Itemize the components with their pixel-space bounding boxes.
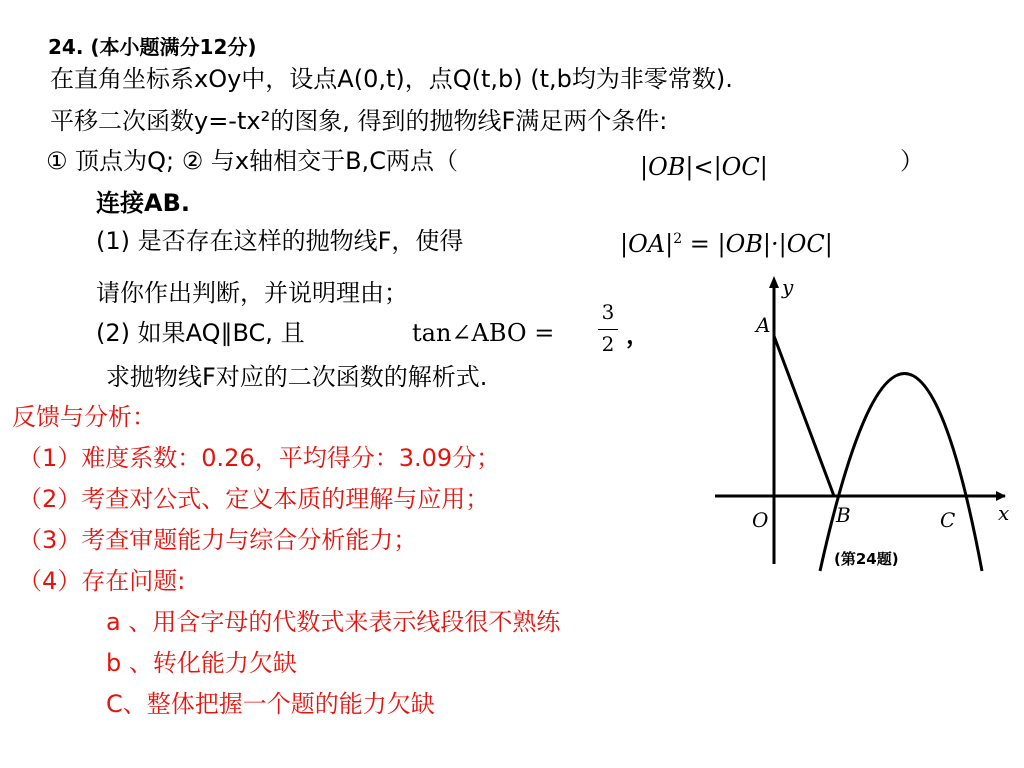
label-a: A xyxy=(756,313,771,337)
label-b: B xyxy=(836,503,851,527)
question-2-comma: ， xyxy=(626,321,650,349)
label-x: x xyxy=(998,501,1010,525)
problem-score-note: (本小题满分12分) xyxy=(90,35,257,59)
label-o: O xyxy=(752,508,769,532)
parabola-figure xyxy=(700,272,1020,572)
problem-number: 24. xyxy=(48,35,84,59)
fraction-bar xyxy=(598,329,618,330)
problem-line-1: 在直角坐标系xOy中，设点A(0,t)，点Q(t,b) (t,b均为非零常数). xyxy=(50,65,733,93)
problem-line-4: 连接AB. xyxy=(96,189,190,217)
feedback-item-3: （3）考查审题能力与综合分析能力； xyxy=(18,526,418,554)
problem-line-3 xyxy=(46,146,458,176)
label-y: y xyxy=(782,275,794,299)
question-1-formula xyxy=(620,224,833,259)
segment-ab xyxy=(774,336,834,496)
y-axis-arrow xyxy=(769,276,779,288)
feedback-title: 反馈与分析： xyxy=(12,403,156,431)
issue-b: b 、转化能力欠缺 xyxy=(106,649,297,677)
question-2-tan: tan∠ABO = xyxy=(412,319,555,347)
problem-line-2: 平移二次函数y=-tx²的图象, 得到的抛物线F满足两个条件: xyxy=(50,107,668,135)
issue-a: a 、用含字母的代数式来表示线段很不熟练 xyxy=(106,608,561,636)
figure-caption: (第24题) xyxy=(834,550,899,568)
question-2-prefix: (2) 如果AQ∥BC, 且 xyxy=(96,319,305,347)
feedback-item-4: （4）存在问题: xyxy=(18,567,186,595)
x-axis-arrow xyxy=(996,491,1006,501)
issue-c: C、整体把握一个题的能力欠缺 xyxy=(106,690,435,718)
formula-oa: |OA| xyxy=(620,230,674,258)
question-1-line-2: 请你作出判断，并说明理由； xyxy=(96,279,408,307)
problem-header xyxy=(48,32,257,62)
parabola-curve xyxy=(820,374,982,572)
question-2-line-2: 求抛物线F对应的二次函数的解析式. xyxy=(106,363,488,391)
question-1-prefix: (1) 是否存在这样的抛物线F，使得 xyxy=(96,227,464,255)
fraction-denominator: 2 xyxy=(601,332,615,356)
label-c: C xyxy=(940,508,956,532)
feedback-item-2: （2）考查对公式、定义本质的理解与应用； xyxy=(18,485,490,513)
formula-product: = |OB|·|OC| xyxy=(689,230,833,258)
problem-line-3-close: ） xyxy=(900,147,924,175)
feedback-item-1: （1）难度系数：0.26，平均得分：3.09分； xyxy=(18,444,501,472)
condition-formula: |OB|<|OC| xyxy=(640,153,768,181)
problem-line-3-text: ① 顶点为Q; ② 与x轴相交于B,C两点（ xyxy=(46,147,458,175)
fraction-numerator: 3 xyxy=(601,300,615,324)
formula-exponent: 2 xyxy=(673,231,683,247)
